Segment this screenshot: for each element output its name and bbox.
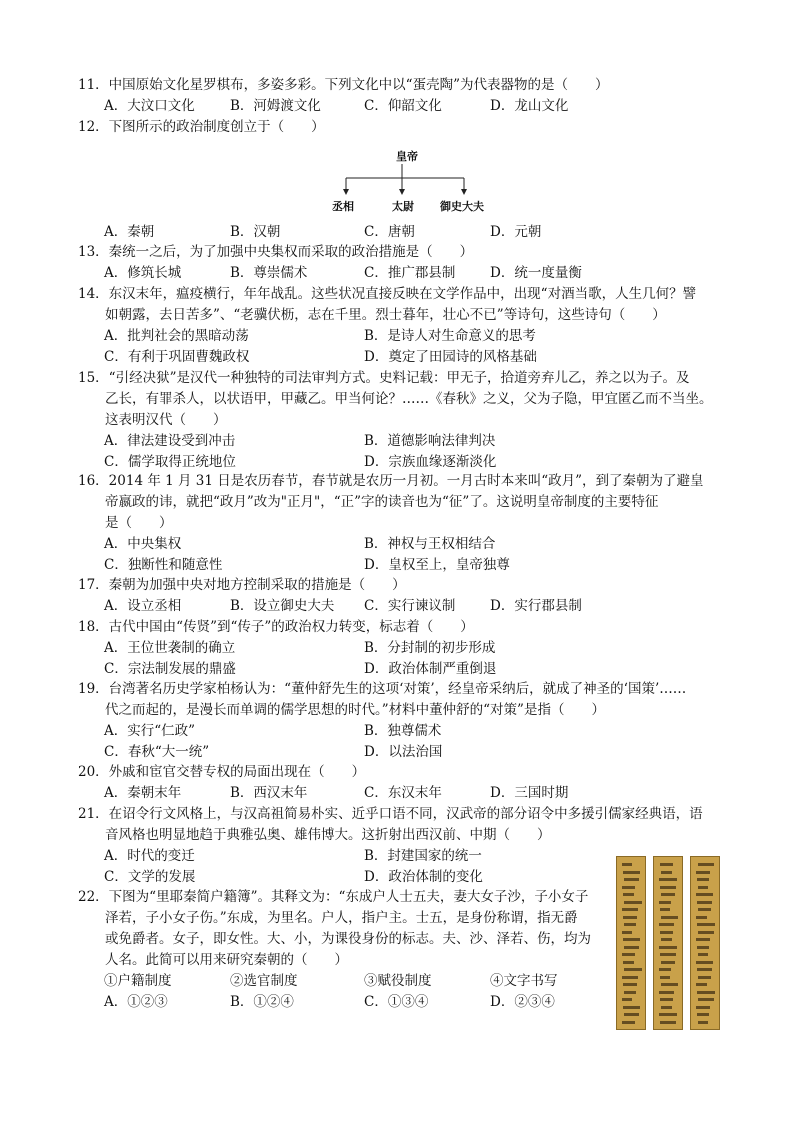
question-stem: 17．秦朝为加强中央对地方控制采取的措施是（ ） <box>78 577 406 593</box>
slip-character-mark <box>624 946 639 949</box>
slip-character-mark <box>659 923 674 926</box>
question-19 <box>78 679 718 763</box>
slip-character-mark <box>698 976 711 979</box>
question-stem: 22．下图为“里耶秦简户籍簿”。其释文为：“东成户人士五夫，妻大女子沙，子小女子 泽若，子小女子伤。”东成，为里名。户人，指户主。士五，是身份称谓，指无爵 或免爵者。女子，即女性。大、小，为课役身份的标志。夫、沙、泽若、伤，均为 人名。此简可以用来研究秦朝的（ ） <box>78 889 591 968</box>
question-stem: 20．外戚和宦官交替专权的局面出现在（ ） <box>78 764 366 780</box>
option-d[interactable]: D．统一度量衡 <box>490 265 582 281</box>
option-a[interactable]: A．大汶口文化 <box>104 98 195 114</box>
slip-character-mark <box>659 991 674 994</box>
question-12-options <box>78 222 718 243</box>
option-c[interactable]: C．实行谏议制 <box>364 598 456 614</box>
question-stem: 18．古代中国由“传贤”到“传子”的政治权力转变，标志着（ ） <box>78 619 474 635</box>
option-b[interactable]: B．①②④ <box>230 994 294 1010</box>
bamboo-slip <box>616 856 646 1030</box>
question-stem: 13．秦统一之后，为了加强中央集权而采取的政治措施是（ ） <box>78 244 474 260</box>
slip-character-mark <box>622 886 635 889</box>
slip-character-mark <box>660 931 673 934</box>
question-14 <box>78 284 718 368</box>
bamboo-slips-image <box>616 856 720 1030</box>
slip-character-mark <box>661 1006 672 1009</box>
question-13 <box>78 242 718 284</box>
slip-character-mark <box>697 1013 709 1016</box>
question-stem: 12．下图所示的政治制度创立于（ ） <box>78 119 325 135</box>
slip-character-mark <box>622 863 632 866</box>
slip-character-mark <box>622 953 635 956</box>
slip-character-mark <box>696 1006 710 1009</box>
diagram-top-label: 皇帝 <box>396 150 418 163</box>
question-stem: 15．“引经决狱”是汉代一种独特的司法审判方式。史料记载：甲无子，拾道旁弃儿乙，养之以为子。及 乙长，有罪杀人，以状语甲，甲藏乙。甲当何论？……《春秋》之义，父为子隐，甲宜匿乙而不当坐。 这表明汉代（ ） <box>78 370 713 428</box>
option-a[interactable]: A．王位世袭制的确立 <box>104 640 236 656</box>
option-c[interactable]: C．宗法制发展的鼎盛 <box>104 661 236 677</box>
options-row <box>78 721 718 742</box>
option-d[interactable]: D．以法治国 <box>364 744 443 760</box>
slip-character-mark <box>660 998 673 1001</box>
slip-character-mark <box>623 893 634 896</box>
slip-character-mark <box>661 916 678 919</box>
slip-character-mark <box>660 863 673 866</box>
item-3: ③赋役制度 <box>364 973 432 989</box>
slip-character-mark <box>624 968 642 971</box>
slip-character-mark <box>697 923 715 926</box>
options-row <box>78 452 718 473</box>
items-row <box>78 971 598 992</box>
option-b[interactable]: B．河姆渡文化 <box>230 98 321 114</box>
option-a[interactable]: A．①②③ <box>104 994 168 1010</box>
slip-character-mark <box>623 938 640 941</box>
slip-character-mark <box>660 1021 676 1024</box>
option-a[interactable]: A．设立丞相 <box>104 598 182 614</box>
slip-character-mark <box>661 893 675 896</box>
slip-character-mark <box>623 983 637 986</box>
option-d[interactable]: D．②③④ <box>490 994 555 1010</box>
options-row <box>78 783 718 804</box>
slip-character-mark <box>660 908 670 911</box>
question-16 <box>78 471 718 576</box>
option-c[interactable]: C．文学的发展 <box>104 869 196 885</box>
option-a[interactable]: A．秦朝 <box>104 224 155 240</box>
option-c[interactable]: C．推广郡县制 <box>364 265 456 281</box>
diagram-child-label: 御史大夫 <box>440 200 484 213</box>
question-stem: 14．东汉末年，瘟疫横行，年年战乱。这些状况直接反映在文学作品中，出现“对酒当歌，人生几何？譬 如朝露，去日苦多”、“老骥伏枥，志在千里。烈士暮年，壮心不已”等诗句，这些诗句（ ） <box>78 286 697 323</box>
slip-character-mark <box>622 1021 635 1024</box>
slip-character-mark <box>659 901 671 904</box>
option-c[interactable]: C．独断性和随意性 <box>104 557 223 573</box>
diagram-child-label: 丞相 <box>332 200 354 213</box>
slip-character-mark <box>622 976 638 979</box>
slip-character-mark <box>660 953 676 956</box>
options-row <box>78 222 718 243</box>
option-b[interactable]: B．分封制的初步形成 <box>364 640 496 656</box>
option-d[interactable]: D．龙山文化 <box>490 98 569 114</box>
question-18 <box>78 617 718 680</box>
option-d[interactable]: D．政治体制的变化 <box>364 869 483 885</box>
option-b[interactable]: B．封建国家的统一 <box>364 848 482 864</box>
option-b[interactable]: B．汉朝 <box>230 224 281 240</box>
option-d[interactable]: D．宗族血缘逐渐淡化 <box>364 454 497 470</box>
slip-character-mark <box>624 901 642 904</box>
slip-character-mark <box>696 961 713 964</box>
item-2: ②选官制度 <box>230 973 298 989</box>
options-row <box>78 638 718 659</box>
slip-character-mark <box>696 916 707 919</box>
slip-character-mark <box>623 961 634 964</box>
slip-character-mark <box>698 998 714 1001</box>
option-d[interactable]: D．奠定了田园诗的风格基础 <box>364 349 537 365</box>
slip-character-mark <box>661 961 675 964</box>
question-11 <box>78 75 718 117</box>
slip-character-mark <box>696 893 713 896</box>
option-c[interactable]: C．①③④ <box>364 994 429 1010</box>
option-b[interactable]: B．独尊儒术 <box>364 723 442 739</box>
slip-character-mark <box>698 953 708 956</box>
option-b[interactable]: B．西汉末年 <box>230 785 308 801</box>
diagram-child-label: 太尉 <box>392 200 414 213</box>
slip-character-mark <box>659 878 677 881</box>
slip-character-mark <box>659 946 677 949</box>
slip-character-mark <box>698 908 711 911</box>
option-c[interactable]: C．东汉末年 <box>364 785 442 801</box>
question-12 <box>78 117 718 138</box>
question-15 <box>78 368 718 473</box>
slip-character-mark <box>661 871 672 874</box>
option-b[interactable]: B．设立御史大夫 <box>230 598 335 614</box>
option-d[interactable]: D．实行郡县制 <box>490 598 582 614</box>
options-row <box>78 326 718 347</box>
option-b[interactable]: B．道德影响法律判决 <box>364 433 496 449</box>
slip-character-mark <box>660 886 676 889</box>
option-d[interactable]: D．皇权至上，皇帝独尊 <box>364 557 510 573</box>
slip-character-mark <box>623 871 640 874</box>
slip-character-mark <box>622 908 638 911</box>
slip-character-mark <box>696 983 707 986</box>
option-b[interactable]: B．尊崇儒术 <box>230 265 308 281</box>
slip-character-mark <box>661 983 678 986</box>
option-a[interactable]: A．中央集权 <box>104 536 182 552</box>
options-row <box>78 742 718 763</box>
question-22 <box>78 887 598 1013</box>
slip-character-mark <box>697 968 712 971</box>
options-row <box>78 263 718 284</box>
option-c[interactable]: C．有利于巩固曹魏政权 <box>104 349 250 365</box>
option-b[interactable]: B．神权与王权相结合 <box>364 536 496 552</box>
options-row <box>78 534 718 555</box>
options-row <box>78 555 718 576</box>
slip-character-mark <box>698 931 714 934</box>
slip-character-mark <box>660 976 670 979</box>
question-stem: 16．2014 年 1 月 31 日是农历春节，春节就是农历一月初。一月古时本来叫“政月”，到了秦朝为了避皇 帝嬴政的讳，就把“政月”改为"正月"，“正”字的读音也为“征”了。这说明皇帝制度的主要特征 是（ ） <box>78 473 704 531</box>
option-c[interactable]: C．春秋“大一统” <box>104 744 210 760</box>
option-c[interactable]: C．唐朝 <box>364 224 415 240</box>
option-d[interactable]: D．政治体制严重倒退 <box>364 661 497 677</box>
option-d[interactable]: D．元朝 <box>490 224 542 240</box>
question-stem: 19．台湾著名历史学家柏杨认为：“董仲舒先生的这项‘对策’，经皇帝采纳后，就成了神圣的‘国策’…… 代之而起的，是漫长而单调的儒学思想的时代。”材料中董仲舒的“对策”是指（ ） <box>78 681 687 718</box>
bamboo-slip <box>690 856 720 1030</box>
option-a[interactable]: A．批判社会的黑暗动荡 <box>104 328 249 344</box>
question-17 <box>78 575 718 617</box>
option-c[interactable]: C．仰韶文化 <box>364 98 442 114</box>
slip-character-mark <box>698 886 708 889</box>
slip-character-mark <box>661 938 672 941</box>
option-d[interactable]: D．三国时期 <box>490 785 569 801</box>
bamboo-slip <box>653 856 683 1030</box>
slip-character-mark <box>697 991 715 994</box>
option-a[interactable]: A．律法建设受到冲击 <box>104 433 236 449</box>
slip-character-mark <box>659 1013 677 1016</box>
options-row <box>78 992 598 1013</box>
item-4: ④文字书写 <box>490 973 558 989</box>
option-a[interactable]: A．修筑长城 <box>104 265 182 281</box>
slip-character-mark <box>698 1021 708 1024</box>
options-row <box>78 596 718 617</box>
slip-character-mark <box>624 878 639 881</box>
slip-character-mark <box>659 968 671 971</box>
slip-character-mark <box>624 991 636 994</box>
slip-character-mark <box>696 938 710 941</box>
slip-character-mark <box>622 931 632 934</box>
option-a[interactable]: A．时代的变迁 <box>104 848 195 864</box>
options-row <box>78 96 718 117</box>
item-1: ①户籍制度 <box>104 973 172 989</box>
slip-character-mark <box>624 1013 639 1016</box>
slip-character-mark <box>698 863 714 866</box>
options-row <box>78 659 718 680</box>
slip-character-mark <box>697 878 709 881</box>
question-stem: 21．在诏令行文风格上，与汉高祖简易朴实、近乎口语不同，汉武帝的部分诏令中多援引儒家经典语，语 音风格也明显地趋于典雅弘奥、雄伟博大。这折射出西汉前、中期（ ） <box>78 806 703 843</box>
slip-character-mark <box>622 998 632 1001</box>
slip-character-mark <box>697 946 709 949</box>
options-row <box>78 431 718 452</box>
option-a[interactable]: A．实行“仁政” <box>104 723 196 739</box>
slip-character-mark <box>623 916 637 919</box>
option-b[interactable]: B．是诗人对生命意义的思考 <box>364 328 536 344</box>
slip-character-mark <box>623 1006 640 1009</box>
question-20 <box>78 762 718 804</box>
question-stem: 11．中国原始文化星罗棋布，多姿多彩。下列文化中以“蛋壳陶”为代表器物的是（ ） <box>78 77 609 93</box>
political-structure-diagram <box>330 142 500 212</box>
slip-character-mark <box>696 871 710 874</box>
option-c[interactable]: C．儒学取得正统地位 <box>104 454 236 470</box>
options-row <box>78 347 718 368</box>
slip-character-mark <box>624 923 636 926</box>
option-a[interactable]: A．秦朝末年 <box>104 785 182 801</box>
slip-character-mark <box>697 901 712 904</box>
